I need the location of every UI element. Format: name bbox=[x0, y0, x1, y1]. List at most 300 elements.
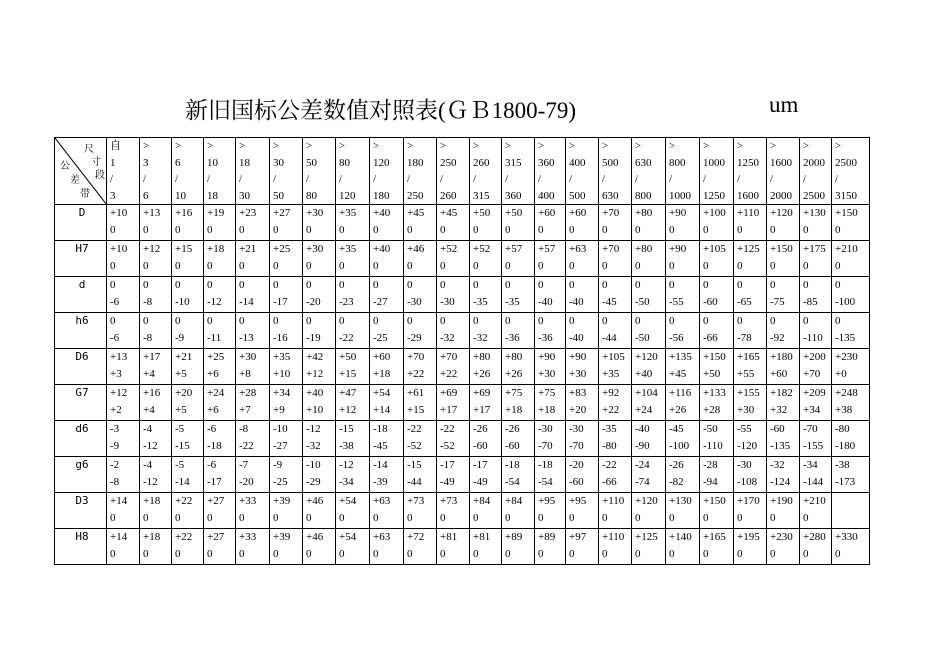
tolerance-cell bbox=[107, 529, 140, 565]
tolerance-cell bbox=[800, 277, 832, 313]
lower-deviation: 0 bbox=[239, 548, 245, 560]
upper-deviation: +21 bbox=[175, 351, 193, 363]
lower-deviation: -6 bbox=[110, 332, 120, 344]
lower-deviation: 0 bbox=[373, 260, 379, 272]
size-range-line: 30 bbox=[239, 189, 250, 202]
lower-deviation: 0 bbox=[835, 260, 841, 272]
tolerance-cell bbox=[535, 241, 566, 277]
tolerance-cell bbox=[370, 493, 404, 529]
tolerance-cell bbox=[566, 457, 599, 493]
upper-deviation: -26 bbox=[473, 423, 488, 435]
upper-deviation: -4 bbox=[143, 459, 153, 471]
lower-deviation: 0 bbox=[569, 548, 575, 560]
upper-deviation: +52 bbox=[440, 243, 458, 255]
upper-deviation: 0 bbox=[569, 315, 575, 327]
size-range-line: / bbox=[407, 173, 411, 185]
lower-deviation: -124 bbox=[770, 476, 791, 488]
upper-deviation: -60 bbox=[770, 423, 785, 435]
upper-deviation: +150 bbox=[703, 351, 726, 363]
lower-deviation: -8 bbox=[143, 296, 153, 308]
size-range-line: 2000 bbox=[770, 189, 792, 202]
size-range-line: 360 bbox=[538, 156, 555, 169]
upper-deviation: +46 bbox=[306, 495, 324, 507]
size-range-line: 6 bbox=[143, 189, 149, 202]
tolerance-cell bbox=[270, 493, 303, 529]
upper-deviation: +10 bbox=[110, 207, 128, 219]
tolerance-cell bbox=[303, 493, 336, 529]
tolerance-zone-label: D6 bbox=[55, 349, 107, 385]
upper-deviation: +195 bbox=[737, 531, 760, 543]
lower-deviation: -32 bbox=[473, 332, 488, 344]
tolerance-cell bbox=[140, 205, 172, 241]
size-range-line: 1250 bbox=[703, 189, 725, 202]
upper-deviation: -12 bbox=[306, 423, 321, 435]
lower-deviation: +22 bbox=[440, 368, 458, 380]
upper-deviation: +80 bbox=[635, 207, 653, 219]
size-range-line: 315 bbox=[505, 156, 522, 169]
upper-deviation: +52 bbox=[473, 243, 491, 255]
tolerance-cell bbox=[666, 385, 700, 421]
tolerance-cell bbox=[107, 457, 140, 493]
size-range-header bbox=[140, 138, 172, 205]
upper-deviation: -10 bbox=[306, 459, 321, 471]
size-range-line: 30 bbox=[273, 156, 284, 169]
upper-deviation: +110 bbox=[602, 495, 625, 507]
tolerance-cell bbox=[336, 421, 370, 457]
lower-deviation: -94 bbox=[703, 476, 718, 488]
upper-deviation: 0 bbox=[110, 315, 116, 327]
tolerance-cell bbox=[437, 457, 470, 493]
lower-deviation: -52 bbox=[440, 440, 455, 452]
lower-deviation: -108 bbox=[737, 476, 758, 488]
size-range-line: 3150 bbox=[835, 189, 857, 202]
tolerance-cell bbox=[140, 421, 172, 457]
tolerance-cell bbox=[666, 493, 700, 529]
tolerance-cell bbox=[236, 457, 270, 493]
size-range-line: 360 bbox=[505, 189, 522, 202]
upper-deviation: 0 bbox=[473, 279, 479, 291]
tolerance-cell bbox=[832, 421, 870, 457]
upper-deviation: +110 bbox=[602, 531, 625, 543]
tolerance-cell bbox=[270, 205, 303, 241]
tolerance-cell bbox=[437, 421, 470, 457]
lower-deviation: 0 bbox=[669, 260, 675, 272]
size-range-line: / bbox=[505, 173, 509, 185]
tolerance-cell bbox=[632, 313, 666, 349]
size-range-header bbox=[832, 138, 870, 205]
tolerance-cell bbox=[666, 349, 700, 385]
size-range-line: 1000 bbox=[669, 189, 691, 202]
upper-deviation: +27 bbox=[207, 495, 225, 507]
lower-deviation: +30 bbox=[737, 404, 755, 416]
lower-deviation: -15 bbox=[175, 440, 190, 452]
tolerance-cell bbox=[172, 277, 204, 313]
upper-deviation: -18 bbox=[505, 459, 520, 471]
lower-deviation: -40 bbox=[569, 332, 584, 344]
lower-deviation: +12 bbox=[339, 404, 357, 416]
upper-deviation: +63 bbox=[373, 531, 391, 543]
tolerance-cell bbox=[370, 349, 404, 385]
lower-deviation: -22 bbox=[339, 332, 354, 344]
upper-deviation: +110 bbox=[737, 207, 760, 219]
lower-deviation: 0 bbox=[339, 224, 345, 236]
tolerance-cell bbox=[566, 421, 599, 457]
tolerance-cell bbox=[303, 313, 336, 349]
tolerance-cell bbox=[632, 529, 666, 565]
tolerance-cell bbox=[666, 457, 700, 493]
upper-deviation: 0 bbox=[803, 279, 809, 291]
upper-deviation: +33 bbox=[239, 531, 257, 543]
tolerance-cell bbox=[107, 421, 140, 457]
tolerance-cell bbox=[404, 277, 437, 313]
lower-deviation: 0 bbox=[569, 224, 575, 236]
lower-deviation: 0 bbox=[306, 260, 312, 272]
lower-deviation: -120 bbox=[737, 440, 758, 452]
table-row bbox=[55, 349, 870, 385]
lower-deviation: -12 bbox=[207, 296, 222, 308]
lower-deviation: 0 bbox=[538, 548, 544, 560]
upper-deviation: -6 bbox=[207, 459, 217, 471]
tolerance-cell bbox=[404, 205, 437, 241]
lower-deviation: -29 bbox=[306, 476, 321, 488]
upper-deviation: +89 bbox=[505, 531, 523, 543]
lower-deviation: 0 bbox=[669, 224, 675, 236]
tolerance-cell bbox=[437, 529, 470, 565]
lower-deviation: 0 bbox=[407, 260, 413, 272]
lower-deviation: -49 bbox=[440, 476, 455, 488]
tolerance-cell bbox=[172, 493, 204, 529]
upper-deviation: 0 bbox=[407, 315, 413, 327]
tolerance-cell bbox=[632, 241, 666, 277]
unit-label: um bbox=[769, 92, 799, 117]
tolerance-cell bbox=[800, 529, 832, 565]
tolerance-cell bbox=[502, 421, 535, 457]
tolerance-cell bbox=[303, 241, 336, 277]
tolerance-cell bbox=[204, 421, 236, 457]
upper-deviation: +230 bbox=[835, 351, 858, 363]
tolerance-cell bbox=[502, 241, 535, 277]
size-range-line: 120 bbox=[339, 189, 356, 202]
upper-deviation: 0 bbox=[635, 315, 641, 327]
tolerance-cell bbox=[734, 385, 767, 421]
upper-deviation: +24 bbox=[207, 387, 225, 399]
lower-deviation: -65 bbox=[737, 296, 752, 308]
upper-deviation: -26 bbox=[669, 459, 684, 471]
size-range-line: 500 bbox=[569, 189, 586, 202]
upper-deviation: +89 bbox=[538, 531, 556, 543]
lower-deviation: -144 bbox=[803, 476, 824, 488]
size-range-line: 315 bbox=[473, 189, 490, 202]
lower-deviation: -17 bbox=[207, 476, 222, 488]
upper-deviation: 0 bbox=[239, 279, 245, 291]
size-range-line: 1000 bbox=[703, 156, 725, 169]
lower-deviation: 0 bbox=[273, 260, 279, 272]
size-range-line: / bbox=[339, 173, 343, 185]
lower-deviation: 0 bbox=[339, 548, 345, 560]
upper-deviation: +90 bbox=[669, 243, 687, 255]
upper-deviation: +73 bbox=[440, 495, 458, 507]
upper-deviation: -40 bbox=[635, 423, 650, 435]
upper-deviation: 0 bbox=[440, 315, 446, 327]
size-range-header bbox=[767, 138, 800, 205]
tolerance-cell bbox=[303, 205, 336, 241]
tolerance-cell bbox=[236, 277, 270, 313]
tolerance-cell bbox=[535, 529, 566, 565]
lower-deviation: -11 bbox=[207, 332, 222, 344]
tolerance-cell bbox=[535, 205, 566, 241]
lower-deviation: +22 bbox=[407, 368, 425, 380]
size-range-line: 80 bbox=[306, 189, 317, 202]
lower-deviation: -75 bbox=[770, 296, 785, 308]
upper-deviation: +40 bbox=[373, 243, 391, 255]
tolerance-cell bbox=[470, 493, 502, 529]
lower-deviation: 0 bbox=[440, 548, 446, 560]
lower-deviation: 0 bbox=[737, 260, 743, 272]
tolerance-cell bbox=[470, 205, 502, 241]
tolerance-cell bbox=[700, 241, 734, 277]
upper-deviation: 0 bbox=[306, 279, 312, 291]
upper-deviation: +170 bbox=[737, 495, 760, 507]
lower-deviation: 0 bbox=[373, 548, 379, 560]
lower-deviation: -80 bbox=[602, 440, 617, 452]
upper-deviation: +60 bbox=[538, 207, 556, 219]
upper-deviation: +40 bbox=[306, 387, 324, 399]
size-range-line: > bbox=[143, 140, 150, 152]
size-range-line: > bbox=[175, 140, 182, 152]
upper-deviation: 0 bbox=[602, 315, 608, 327]
size-range-header bbox=[632, 138, 666, 205]
tolerance-cell bbox=[172, 529, 204, 565]
tolerance-cell bbox=[566, 277, 599, 313]
tolerance-cell bbox=[599, 205, 632, 241]
lower-deviation: 0 bbox=[602, 512, 608, 524]
tolerance-cell bbox=[437, 349, 470, 385]
size-range-line: / bbox=[569, 173, 573, 185]
upper-deviation: +60 bbox=[373, 351, 391, 363]
tolerance-cell bbox=[502, 457, 535, 493]
upper-deviation: +15 bbox=[175, 243, 193, 255]
lower-deviation: -180 bbox=[835, 440, 856, 452]
size-range-header bbox=[666, 138, 700, 205]
upper-deviation: +18 bbox=[143, 495, 161, 507]
lower-deviation: +15 bbox=[339, 368, 357, 380]
lower-deviation: +50 bbox=[703, 368, 721, 380]
lower-deviation: 0 bbox=[175, 512, 181, 524]
lower-deviation: -30 bbox=[407, 296, 422, 308]
upper-deviation: +35 bbox=[273, 351, 291, 363]
lower-deviation: 0 bbox=[407, 548, 413, 560]
upper-deviation: +54 bbox=[339, 531, 357, 543]
lower-deviation: 0 bbox=[239, 224, 245, 236]
upper-deviation: 0 bbox=[669, 315, 675, 327]
upper-deviation: 0 bbox=[505, 279, 511, 291]
upper-deviation: +70 bbox=[602, 243, 620, 255]
tolerance-cell bbox=[270, 241, 303, 277]
lower-deviation: 0 bbox=[538, 260, 544, 272]
tolerance-cell bbox=[204, 493, 236, 529]
corner-size-char-2: 寸 bbox=[91, 157, 101, 168]
lower-deviation: 0 bbox=[143, 224, 149, 236]
tolerance-cell bbox=[236, 385, 270, 421]
tolerance-cell bbox=[800, 349, 832, 385]
upper-deviation: 0 bbox=[175, 279, 181, 291]
upper-deviation: +63 bbox=[373, 495, 391, 507]
upper-deviation: +47 bbox=[339, 387, 357, 399]
lower-deviation: -14 bbox=[239, 296, 254, 308]
upper-deviation: +230 bbox=[770, 531, 793, 543]
size-range-header bbox=[502, 138, 535, 205]
lower-deviation: 0 bbox=[635, 512, 641, 524]
tolerance-cell bbox=[172, 349, 204, 385]
size-range-header bbox=[700, 138, 734, 205]
size-range-header bbox=[535, 138, 566, 205]
tolerance-cell bbox=[767, 277, 800, 313]
lower-deviation: +35 bbox=[602, 368, 620, 380]
lower-deviation: 0 bbox=[505, 260, 511, 272]
upper-deviation: -38 bbox=[835, 459, 850, 471]
tolerance-cell bbox=[140, 457, 172, 493]
lower-deviation: 0 bbox=[273, 512, 279, 524]
upper-deviation: +19 bbox=[207, 207, 225, 219]
lower-deviation: 0 bbox=[835, 548, 841, 560]
lower-deviation: 0 bbox=[239, 260, 245, 272]
size-range-line: 自 bbox=[110, 140, 121, 152]
lower-deviation: 0 bbox=[505, 224, 511, 236]
upper-deviation: 0 bbox=[569, 279, 575, 291]
upper-deviation: +70 bbox=[440, 351, 458, 363]
lower-deviation: -36 bbox=[505, 332, 520, 344]
upper-deviation: +13 bbox=[143, 207, 161, 219]
tolerance-cell bbox=[204, 529, 236, 565]
tolerance-cell bbox=[666, 313, 700, 349]
tolerance-cell bbox=[832, 457, 870, 493]
tolerance-cell bbox=[236, 493, 270, 529]
tolerance-cell bbox=[370, 529, 404, 565]
lower-deviation: 0 bbox=[110, 260, 116, 272]
upper-deviation: 0 bbox=[339, 279, 345, 291]
upper-deviation: -70 bbox=[803, 423, 818, 435]
tolerance-cell bbox=[336, 241, 370, 277]
size-range-line: 800 bbox=[669, 156, 686, 169]
lower-deviation: -173 bbox=[835, 476, 856, 488]
lower-deviation: 0 bbox=[635, 224, 641, 236]
tolerance-cell bbox=[336, 493, 370, 529]
lower-deviation: -32 bbox=[440, 332, 455, 344]
tolerance-cell bbox=[502, 205, 535, 241]
tolerance-cell bbox=[303, 385, 336, 421]
tolerance-cell bbox=[502, 529, 535, 565]
lower-deviation: -29 bbox=[407, 332, 422, 344]
tolerance-cell bbox=[140, 241, 172, 277]
tolerance-cell bbox=[666, 277, 700, 313]
size-range-line: 80 bbox=[339, 156, 350, 169]
tolerance-cell bbox=[767, 385, 800, 421]
tolerance-zone-label: D bbox=[55, 205, 107, 241]
lower-deviation: 0 bbox=[473, 224, 479, 236]
lower-deviation: -54 bbox=[538, 476, 553, 488]
upper-deviation: 0 bbox=[505, 315, 511, 327]
corner-size-char-3: 段 bbox=[95, 170, 105, 181]
upper-deviation: +100 bbox=[703, 207, 726, 219]
lower-deviation bbox=[835, 510, 869, 527]
upper-deviation: -17 bbox=[440, 459, 455, 471]
upper-deviation: -15 bbox=[407, 459, 422, 471]
tolerance-cell bbox=[303, 457, 336, 493]
lower-deviation: 0 bbox=[207, 548, 213, 560]
tolerance-cell bbox=[270, 349, 303, 385]
lower-deviation: -54 bbox=[505, 476, 520, 488]
lower-deviation: -56 bbox=[669, 332, 684, 344]
lower-deviation: -60 bbox=[569, 476, 584, 488]
tolerance-cell bbox=[140, 529, 172, 565]
upper-deviation: -3 bbox=[110, 423, 120, 435]
size-range-line: > bbox=[440, 140, 447, 152]
lower-deviation: -18 bbox=[207, 440, 222, 452]
upper-deviation: +81 bbox=[440, 531, 458, 543]
tolerance-cell bbox=[800, 457, 832, 493]
upper-deviation: +92 bbox=[602, 387, 620, 399]
upper-deviation: +90 bbox=[569, 351, 587, 363]
lower-deviation: +9 bbox=[273, 404, 285, 416]
upper-deviation: +95 bbox=[569, 495, 587, 507]
upper-deviation: -35 bbox=[602, 423, 617, 435]
tolerance-zone-label: D3 bbox=[55, 493, 107, 529]
size-range-line: 180 bbox=[373, 189, 390, 202]
tolerance-cell bbox=[832, 313, 870, 349]
upper-deviation: +45 bbox=[440, 207, 458, 219]
tolerance-cell bbox=[700, 493, 734, 529]
upper-deviation: +18 bbox=[207, 243, 225, 255]
upper-deviation: 0 bbox=[207, 279, 213, 291]
size-range-header bbox=[566, 138, 599, 205]
tolerance-cell bbox=[270, 277, 303, 313]
tolerance-cell bbox=[734, 313, 767, 349]
tolerance-cell bbox=[370, 205, 404, 241]
upper-deviation: -45 bbox=[669, 423, 684, 435]
tolerance-cell bbox=[535, 385, 566, 421]
header-row bbox=[55, 138, 870, 205]
tolerance-cell bbox=[599, 277, 632, 313]
upper-deviation: +39 bbox=[273, 531, 291, 543]
lower-deviation: +28 bbox=[703, 404, 721, 416]
upper-deviation: +28 bbox=[239, 387, 257, 399]
tolerance-cell bbox=[502, 277, 535, 313]
tolerance-cell bbox=[800, 385, 832, 421]
tolerance-cell bbox=[632, 385, 666, 421]
upper-deviation: 0 bbox=[306, 315, 312, 327]
corner-cell bbox=[55, 138, 107, 205]
upper-deviation: +50 bbox=[339, 351, 357, 363]
upper-deviation: -15 bbox=[339, 423, 354, 435]
lower-deviation: 0 bbox=[770, 548, 776, 560]
upper-deviation: +330 bbox=[835, 531, 858, 543]
tolerance-cell bbox=[566, 529, 599, 565]
size-range-line: 630 bbox=[602, 189, 619, 202]
tolerance-zone-label: d bbox=[55, 277, 107, 313]
lower-deviation: +40 bbox=[635, 368, 653, 380]
tolerance-cell bbox=[172, 313, 204, 349]
tolerance-zone-label: g6 bbox=[55, 457, 107, 493]
lower-deviation: +18 bbox=[505, 404, 523, 416]
lower-deviation: -8 bbox=[143, 332, 153, 344]
tolerance-cell bbox=[734, 349, 767, 385]
size-range-line: > bbox=[207, 140, 214, 152]
upper-deviation: +13 bbox=[110, 351, 128, 363]
upper-deviation: +210 bbox=[803, 495, 826, 507]
lower-deviation: +60 bbox=[770, 368, 788, 380]
upper-deviation: +125 bbox=[737, 243, 760, 255]
upper-deviation: +61 bbox=[407, 387, 425, 399]
